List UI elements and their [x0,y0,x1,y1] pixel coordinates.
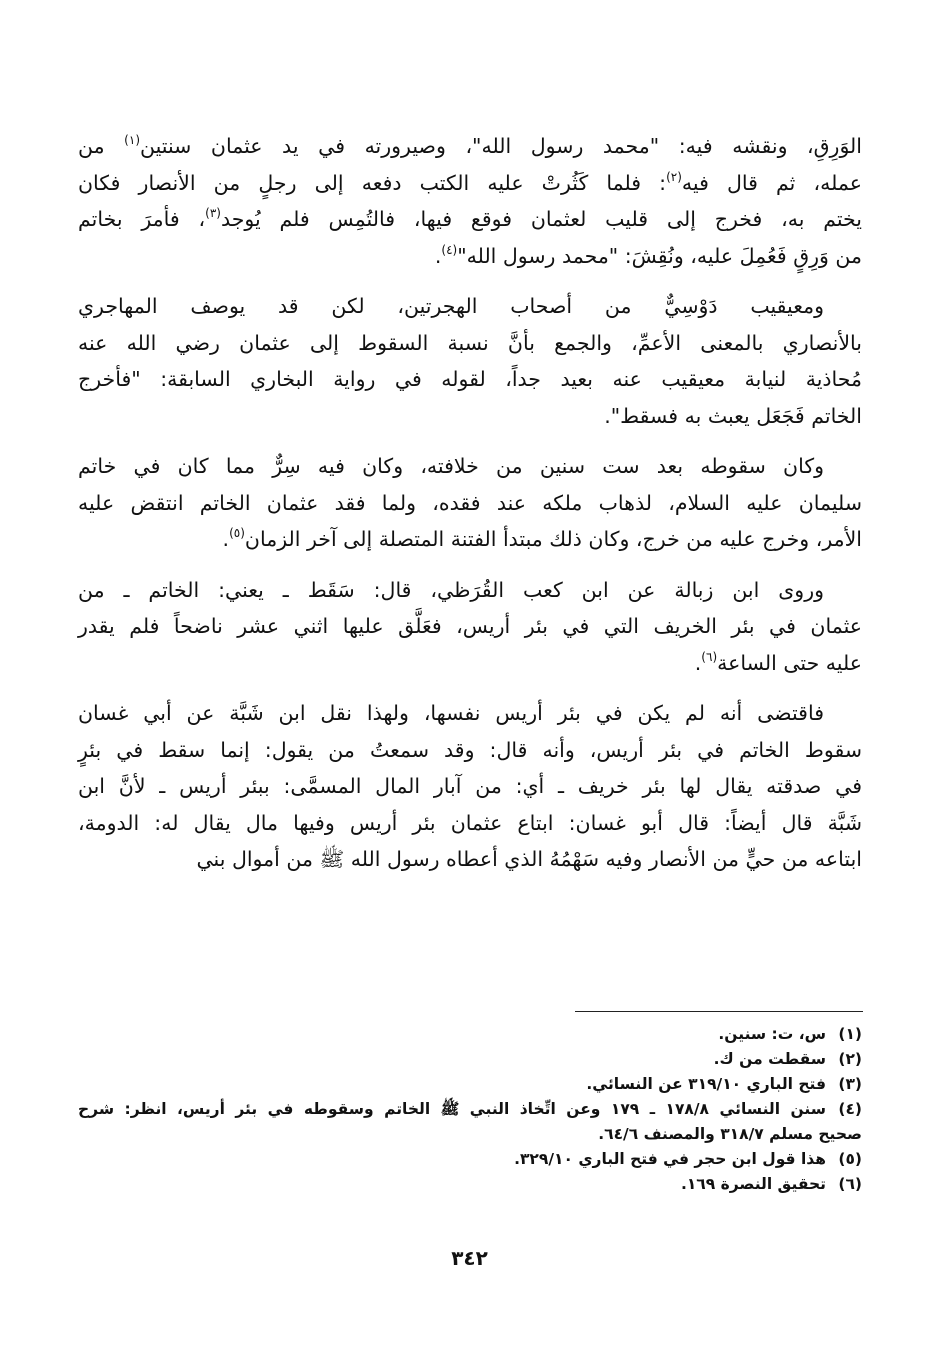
text-line: وروى ابن زبالة عن ابن كعب القُرَظي، قال: سَقَط ـ يعني: الخاتم ـ من [78,577,824,602]
footnote-text: فتح الباري ٣١٩/١٠ عن النسائي. [586,1075,826,1093]
text-line: في صدقته يقال لها بئر خريف ـ أي: من آبار المال المسمَّى: ببئر أريس ـ لأنَّ ابن [78,774,862,798]
footnote-number: (٢) [838,1050,862,1068]
footnote [78,1072,862,1097]
text-line: سليمان عليه السلام، لذهاب ملكه عند فقده، ولما فقد عثمان الخاتم انتقض عليه [78,490,862,515]
footnote-number: (١) [838,1025,862,1043]
footnote-text: سنن النسائي ١٧٨/٨ ـ ١٧٩ وعن اتِّخاذ النبي ﷺ الخاتم وسقوطه في بئر أريس، انظر: شرح [78,1100,826,1118]
footnote [78,1047,862,1072]
footnote-marker[interactable]: (٦) [701,649,718,664]
footnote [78,1097,862,1122]
text-line: ابتاعه من حيٍّ من الأنصار وفيه سَهْمُهُ الذي أعطاه رسول الله ﷺ من أموال بني [196,847,862,871]
main-text [78,128,862,892]
footnotes [78,1022,862,1197]
footnote-marker[interactable]: (٥) [229,526,245,540]
footnote [78,1122,862,1147]
footnote [78,1022,862,1047]
paragraph [78,695,862,878]
text-line: شَبَّة قال أيضاً: قال أبو غسان: ابتاع عثمان بئر أريس وفيها مال يقال له: الدومة، [78,810,862,835]
page-number: ٣٤٢ [451,1246,488,1270]
footnote-divider [575,1011,863,1012]
footnote-marker[interactable]: (١) [124,133,140,147]
footnote-number: (٥) [838,1150,862,1168]
text-line: بالأنصاري بالمعنى الأعمِّ، والجمع بأنَّ نسبة السقوط إلى عثمان رضي الله عنه [78,330,862,355]
footnote-number: (٦) [838,1175,862,1193]
footnote-text: سقطت من ك. [713,1050,826,1068]
text-line: فاقتضى أنه لم يكن في بئر أريس نفسها، ولهذا نقل ابن شَبَّة عن أبي غسان [78,701,824,725]
footnote-text: هذا قول ابن حجر في فتح الباري ٣٢٩/١٠. [514,1150,826,1168]
paragraph [78,572,862,682]
text-line: عثمان في بئر الخريف التي في بئر أريس، فعَلَّق عليها اثني عشر ناضحاً فلم يقدر [78,614,862,638]
footnote [78,1147,862,1172]
text-line: عليه حتى الساعة$^{(٦)}$. [694,649,862,675]
paragraph [78,128,862,274]
paragraph [78,448,862,558]
text-line: الخاتم فَجَعَل يعبث به فسقط". [604,403,862,428]
footnote-text: صحيح مسلم ٣١٨/٧ والمصنف ٦٤/٦. [598,1125,862,1143]
text-line: يختم به، فخرج إلى قليب لعثمان فوقع فيها، فالتُمِس فلم يُوجد$^{(٣)}$، فأمرَ بخاتم [78,206,862,231]
text-line: مُحاذية لنيابة معيقيب عنه بعيد جداً، لقوله في رواية البخاري السابقة: "فأخرج [78,367,862,391]
text-line: وكان سقوطه بعد ست سنين من خلافته، وكان فيه سِرٌّ مما كان في خاتم [78,454,824,478]
text-line: سقوط الخاتم في بئر أريس، وأنه قال: وقد سمعتُ من يقول: إنما سقط في بئرٍ [78,737,862,762]
footnote-text: س، ت: سنين. [718,1025,826,1043]
text-line: ومعيقيب دَوْسِيٌّ من أصحاب الهجرتين، لكن قد يوصف المهاجري [78,294,824,318]
text-line: من وَرِقٍ فَعُمِلَ عليه، ونُقِشَ: "محمد رسول الله"$^{(٤)}$. [434,242,862,268]
footnote-number: (٤) [838,1100,862,1118]
footnote-number: (٣) [838,1075,862,1093]
text-line: عمله، ثم قال فيه$^{(٢)}$: فلما كَثُرتْ عليه الكتب دفعه إلى رجلٍ من الأنصار فكان [78,169,862,195]
text-line: الوَرِقِ، ونقشه فيه: "محمد رسول الله"، وصيرورته في يد عثمان سنتين$^{(١)}$ من [78,133,862,158]
text-line: الأمر، وخرج عليه من خرج، وكان ذلك مبتدأ الفتنة المتصلة إلى آخر الزمان$^{(٥)}$. [222,526,862,551]
footnote-marker[interactable]: (٢) [666,169,682,184]
paragraph [78,288,862,434]
footnote-text: تحقيق النصرة ١٦٩. [680,1175,826,1193]
footnote-marker[interactable]: (٤) [441,242,458,257]
footnote-marker[interactable]: (٣) [205,206,221,220]
footnote [78,1172,862,1197]
